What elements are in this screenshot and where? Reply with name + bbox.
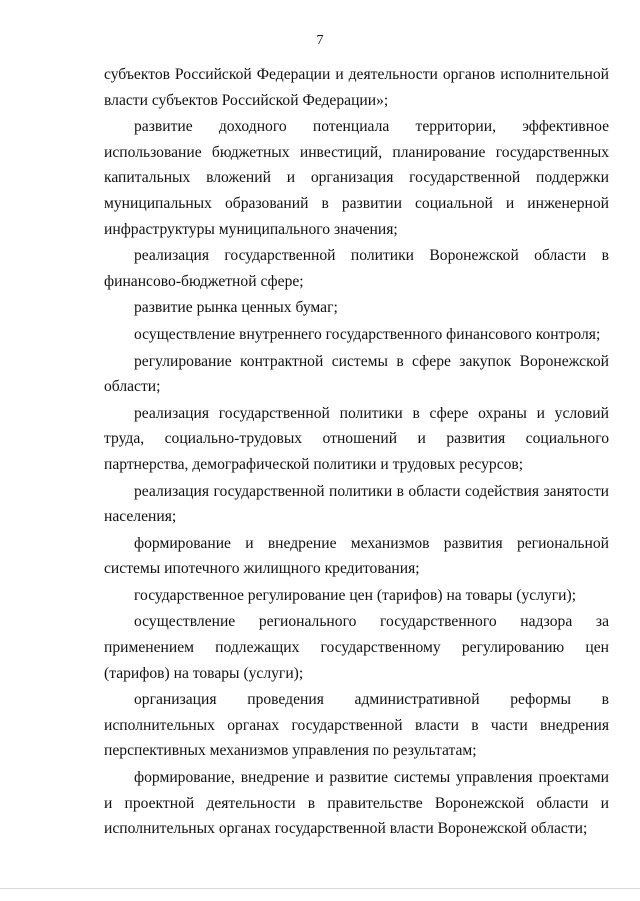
paragraph-9: формирование и внедрение механизмов развития региональной системы ипотечного жилищного кредитования; — [104, 534, 609, 578]
paragraph-6: регулирование контрактной системы в сфере закупок Воронежской области; — [104, 352, 609, 396]
page-bottom-edge — [0, 888, 640, 889]
paragraph-4: развитие рынка ценных бумаг; — [134, 299, 338, 317]
paragraph-13: формирование, внедрение и развитие системы управления проектами и проектной деятельности в правительстве Воронежской области и исполнительных органах государственной власти Воронежской области; — [104, 769, 609, 838]
paragraph-7: реализация государственной политики в сфере охраны и условий труда, социально-трудовых отношений и развития социального партнерства, демографической политики и трудовых ресурсов; — [104, 404, 609, 473]
paragraph-8: реализация государственной политики в области содействия занятости населения; — [104, 482, 609, 526]
paragraph-10: государственное регулирование цен (тарифов) на товары (услуги); — [134, 586, 577, 604]
paragraph-11: осуществление регионального государственного надзора за применением подлежащих государственному регулированию цен (тарифов) на товары (услуги); — [104, 613, 609, 682]
paragraph-1: субъектов Российской Федерации и деятельности органов исполнительной власти субъектов Российской Федерации»; — [104, 66, 609, 109]
paragraph-3: реализация государственной политики Воронежской области в финансово-бюджетной сфере; — [104, 247, 609, 290]
paragraph-2: развитие доходного потенциала территории, эффективное использование бюджетных инвестиций, планирование государственных капитальных вложений и организация государственной поддержки муниципальных образований в развитии социальной и инженерной инфраструктуры муниципального значения; — [104, 118, 609, 238]
document-body — [104, 62, 609, 843]
paragraph-12: организация проведения административной реформы в исполнительных органах государственной власти в части внедрения перспективных механизмов управления по результатам; — [104, 691, 609, 760]
page-number: 7 — [316, 33, 324, 48]
paragraph-5: осуществление внутреннего государственного финансового контроля; — [134, 325, 601, 343]
